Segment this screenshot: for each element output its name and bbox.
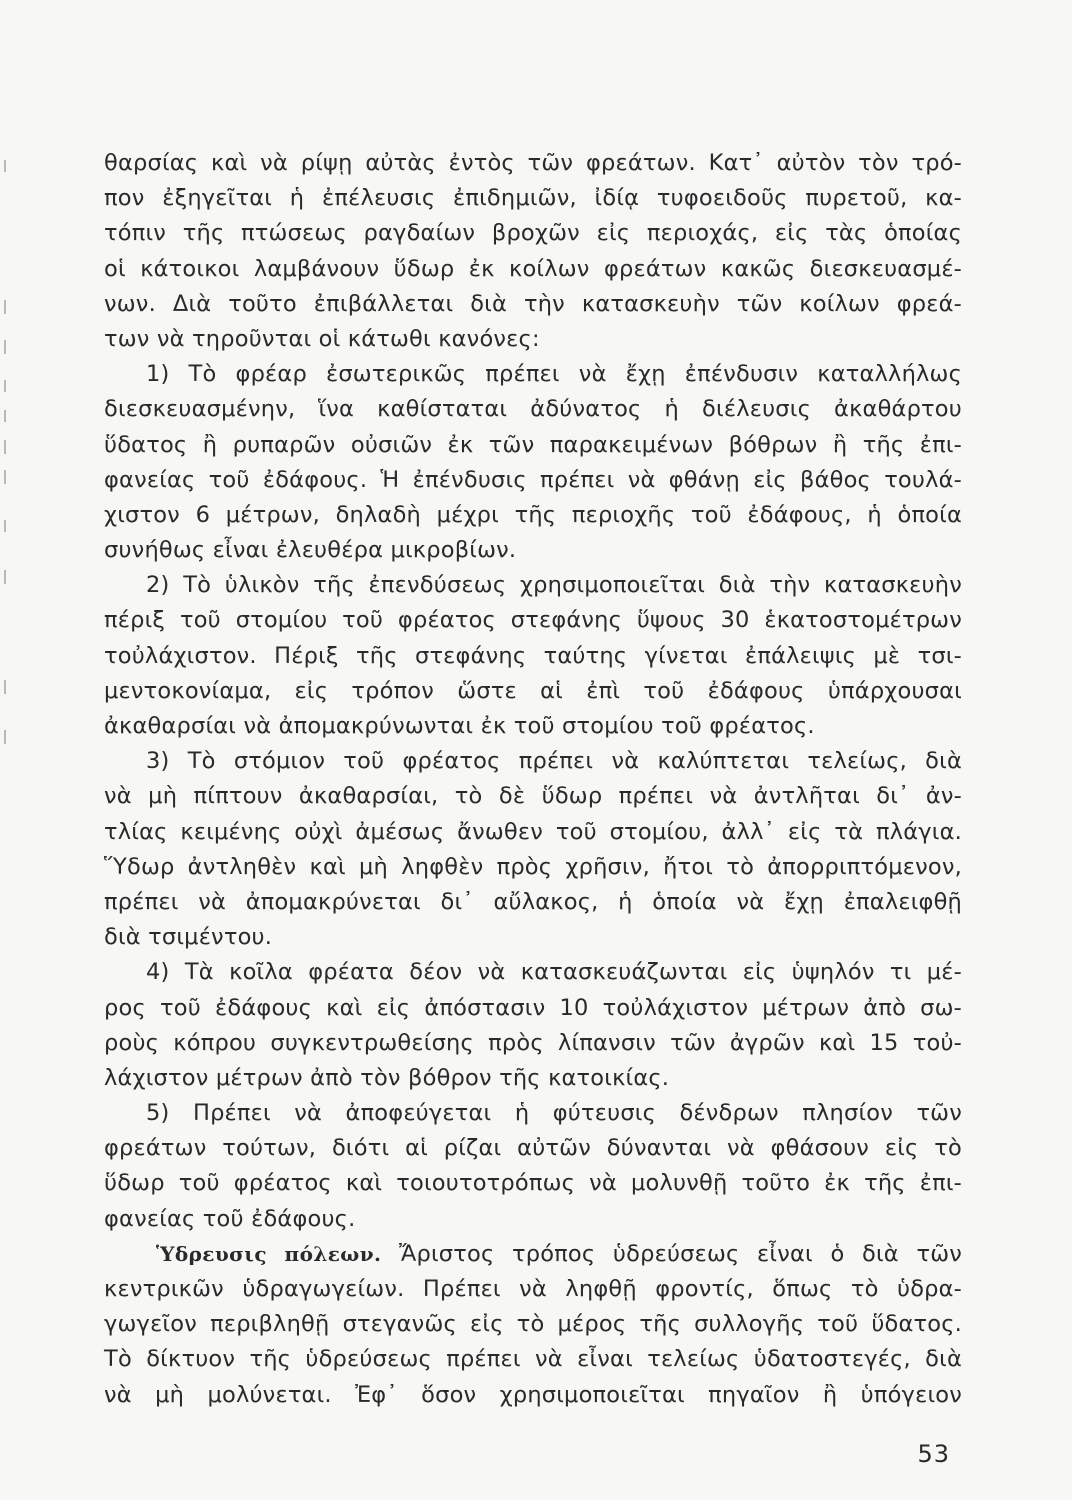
text-line: ἀκαθαρσίαι νὰ ἀπομακρύνωνται ἐκ τοῦ στομίου τοῦ φρέατος. <box>104 713 815 739</box>
text-line: πρέπει νὰ ἀπομακρύνεται δι᾽ αὔλακος, ἡ ὁποία νὰ ἔχῃ ἐπαλειφθῇ <box>104 888 962 915</box>
margin-mark <box>4 300 6 314</box>
text-line: οἱ κάτοικοι λαμβάνουν ὕδωρ ἐκ κοίλων φρεάτων κακῶς διεσκευασμέ- <box>104 255 962 282</box>
margin-mark <box>4 440 6 454</box>
section-heading: Ὑδρευσις πόλεων. <box>156 1241 382 1266</box>
text-line: λάχιστον μέτρων ἀπὸ τὸν βόθρον τῆς κατοικίας. <box>104 1064 670 1091</box>
text-line: ροὺς κόπρου συγκεντρωθείσης πρὸς λίπανσιν τῶν ἀγρῶν καὶ 15 τοὐ- <box>104 1029 962 1056</box>
text-line: διὰ τσιμέντου. <box>104 924 273 951</box>
text-line: συνήθως εἶναι ἐλευθέρα μικροβίων. <box>104 537 517 564</box>
margin-mark <box>4 470 6 484</box>
rule-5-line: 5) Πρέπει νὰ ἀποφεύγεται ἡ φύτευσις δένδρων πλησίον τῶν <box>146 1100 962 1127</box>
margin-mark <box>4 340 6 354</box>
text-line: Ὕδωρ ἀντληθὲν καὶ μὴ ληφθὲν πρὸς χρῆσιν, ἤτοι τὸ ἀπορριπτόμενον, <box>104 853 962 880</box>
body-text <box>104 146 962 1413</box>
rule-1-line: 1) Τὸ φρέαρ ἐσωτερικῶς πρέπει νὰ ἔχῃ ἐπένδυσιν καταλλήλως <box>146 361 962 388</box>
section-heading-line <box>104 1237 962 1272</box>
text-line: χιστον 6 μέτρων, δηλαδὴ μέχρι τῆς περιοχῆς τοῦ ἐδάφους, ἡ ὁποία <box>104 501 962 528</box>
text-line: θαρσίας καὶ νὰ ρίψῃ αὐτὰς ἐντὸς τῶν φρεάτων. Κατ᾽ αὐτὸν τὸν τρό- <box>104 150 962 176</box>
text-line: Τὸ δίκτυον τῆς ὑδρεύσεως πρέπει νὰ εἶναι τελείως ὑδατοστεγές, διὰ <box>104 1346 962 1373</box>
rule-2-line: 2) Τὸ ὑλικὸν τῆς ἐπενδύσεως χρησιμοποιεῖται διὰ τὴν κατασκευὴν <box>146 572 962 599</box>
text-line: διεσκευασμένην, ἵνα καθίσταται ἀδύνατος ἡ διέλευσις ἀκαθάρτου <box>104 396 962 423</box>
text-line: τόπιν τῆς πτώσεως ραγδαίων βροχῶν εἰς περιοχάς, εἰς τὰς ὁποίας <box>104 220 962 247</box>
margin-mark <box>4 410 6 422</box>
text-line: νων. Διὰ τοῦτο ἐπιβάλλεται διὰ τὴν κατασκευὴν τῶν κοίλων φρεά- <box>104 290 962 317</box>
text-line: νὰ μὴ πίπτουν ἀκαθαρσίαι, τὸ δὲ ὕδωρ πρέπει νὰ ἀντλῆται δι᾽ ἀν- <box>104 783 962 810</box>
text-line: κεντρικῶν ὑδραγωγείων. Πρέπει νὰ ληφθῇ φροντίς, ὅπως τὸ ὑδρα- <box>104 1276 962 1302</box>
text-line: τλίας κειμένης οὐχὶ ἀμέσως ἄνωθεν τοῦ στομίου, ἀλλ᾽ εἰς τὰ πλάγια. <box>104 818 962 845</box>
margin-mark <box>4 160 6 172</box>
text-line: ρος τοῦ ἐδάφους καὶ εἰς ἀπόστασιν 10 τοὐλάχιστον μέτρων ἀπὸ σω- <box>104 994 962 1021</box>
rule-4-line: 4) Τὰ κοῖλα φρέατα δέον νὰ κατασκευάζωνται εἰς ὑψηλόν τι μέ- <box>146 959 962 986</box>
text-line: ὕδατος ἢ ρυπαρῶν οὐσιῶν ἐκ τῶν παρακειμένων βόθρων ἢ τῆς ἐπι- <box>104 431 962 458</box>
text-line: τοὐλάχιστον. Πέριξ τῆς στεφάνης ταύτης γίνεται ἐπάλειψις μὲ τσι- <box>104 642 962 669</box>
section-heading-rest: Ἄριστος τρόπος ὑδρεύσεως εἶναι ὁ διὰ τῶν <box>381 1240 963 1267</box>
text-line: φρεάτων τούτων, διότι αἱ ρίζαι αὐτῶν δύνανται νὰ φθάσουν εἰς τὸ <box>104 1135 962 1162</box>
text-line: ὕδωρ τοῦ φρέατος καὶ τοιουτοτρόπως νὰ μολυνθῇ τοῦτο ἐκ τῆς ἐπι- <box>104 1170 962 1197</box>
margin-mark <box>4 380 6 392</box>
text-line: φανείας τοῦ ἐδάφους. <box>104 1205 356 1232</box>
margin-mark <box>4 570 6 584</box>
text-line: νὰ μὴ μολύνεται. Ἐφ᾽ ὅσον χρησιμοποιεῖται πηγαῖον ἢ ὑπόγειον <box>104 1381 962 1408</box>
text-line: μεντοκονίαμα, εἰς τρόπον ὥστε αἱ ἐπὶ τοῦ ἐδάφους ὑπάρχουσαι <box>104 677 962 704</box>
text-line: πέριξ τοῦ στομίου τοῦ φρέατος στεφάνης ὕψους 30 ἑκατοστομέτρων <box>104 607 962 634</box>
margin-mark <box>4 680 6 694</box>
margin-mark <box>4 730 6 744</box>
text-line: γωγεῖον περιβληθῇ στεγανῶς εἰς τὸ μέρος τῆς συλλογῆς τοῦ ὕδατος. <box>104 1311 962 1338</box>
rule-3-line: 3) Τὸ στόμιον τοῦ φρέατος πρέπει νὰ καλύπτεται τελείως, διὰ <box>146 748 962 775</box>
page-number: 53 <box>917 1440 950 1468</box>
text-line: φανείας τοῦ ἐδάφους. Ἡ ἐπένδυσις πρέπει νὰ φθάνῃ εἰς βάθος τουλά- <box>104 466 962 493</box>
text-line: των νὰ τηροῦνται οἱ κάτωθι κανόνες: <box>104 325 540 352</box>
text-line: πον ἐξηγεῖται ἡ ἐπέλευσις ἐπιδημιῶν, ἰδίᾳ τυφοειδοῦς πυρετοῦ, κα- <box>104 185 962 212</box>
margin-mark <box>4 520 6 532</box>
left-margin-marks <box>0 140 14 760</box>
